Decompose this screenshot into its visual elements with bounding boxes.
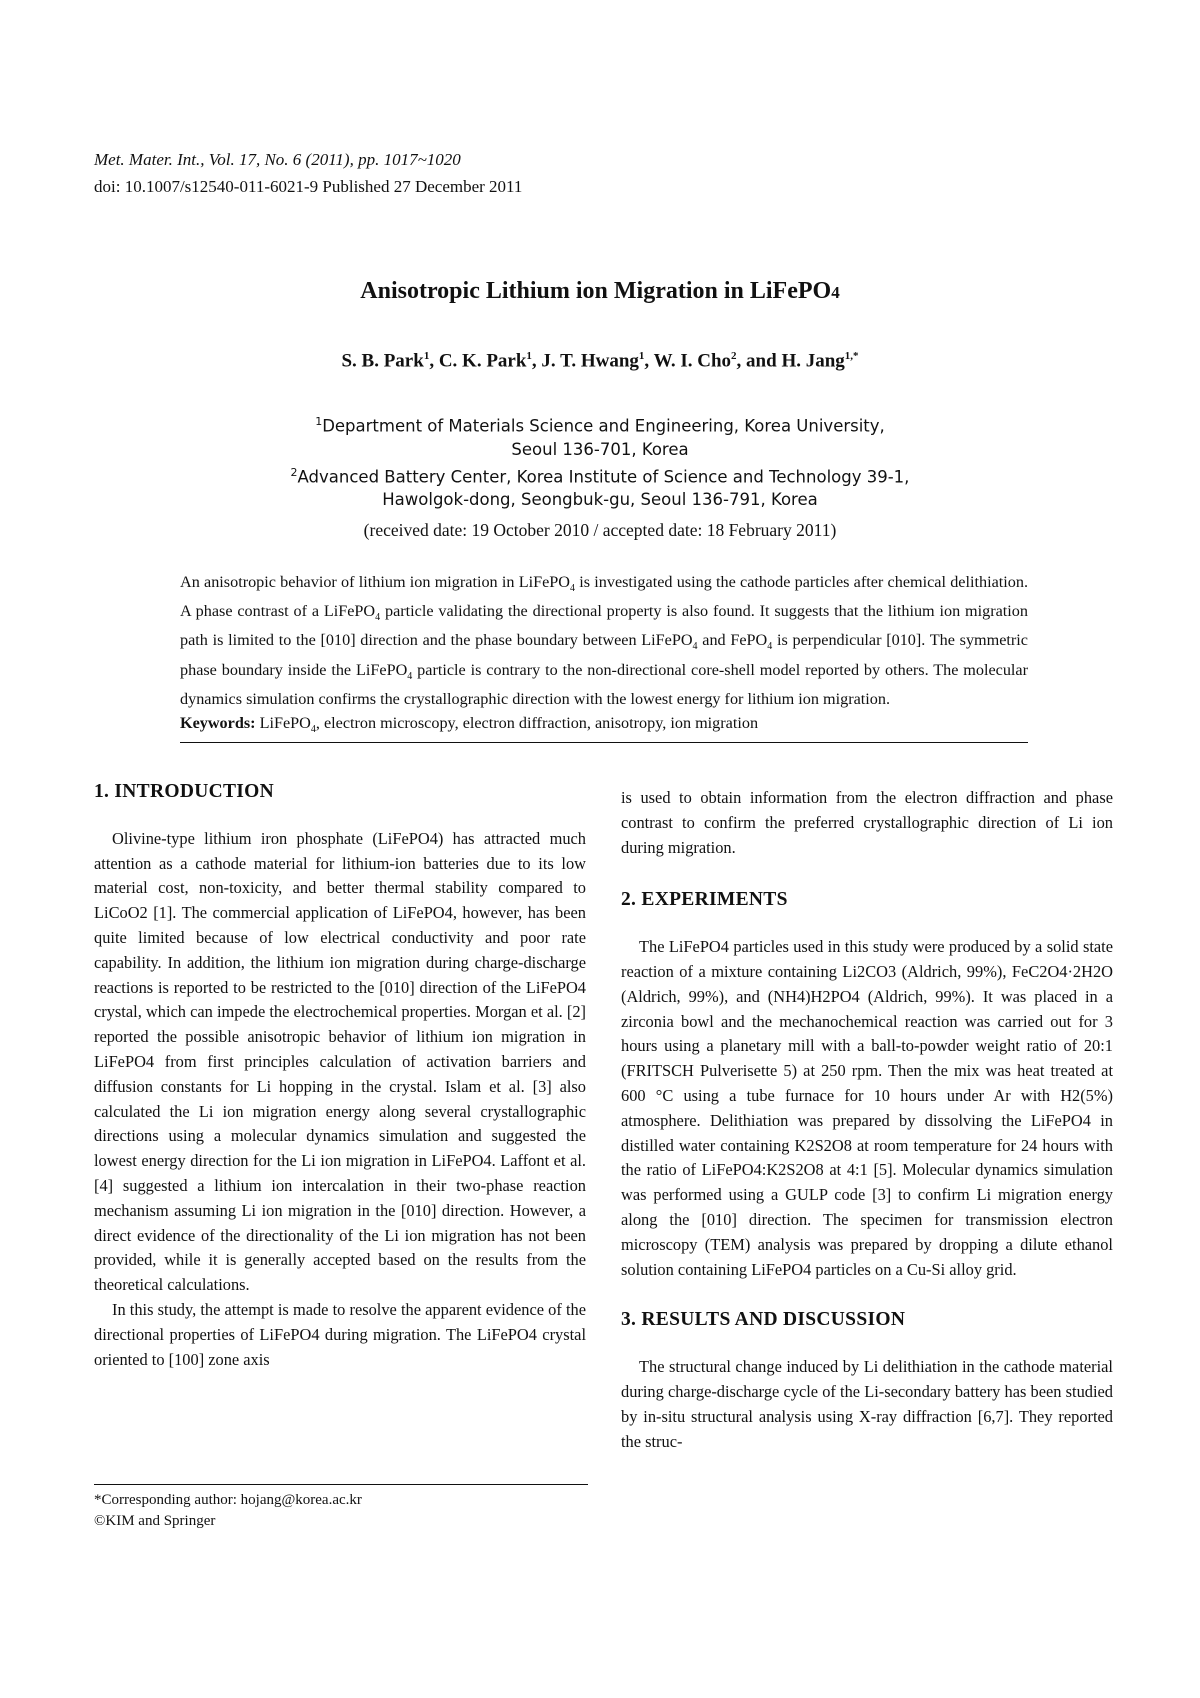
author-affiliation-sup: 1,* — [844, 350, 859, 362]
abstract-divider — [180, 742, 1028, 743]
journal-citation: Met. Mater. Int., Vol. 17, No. 6 (2011), pp. 1017~1020 — [94, 150, 461, 169]
right-column — [621, 786, 1113, 1454]
footnote-divider — [94, 1484, 588, 1485]
affil-1-line1: Department of Materials Science and Engineering, Korea University, — [322, 416, 885, 436]
author-name: W. I. Cho — [653, 350, 732, 372]
author-name: C. K. Park — [438, 350, 527, 372]
intro-paragraph-1: Olivine-type lithium iron phosphate (LiFePO4) has attracted much attention as a cathode material for lithium-ion batteries due to its low material cost, non-toxicity, and better thermal stability compared to LiCoO2 [1]. The commercial application of LiFePO4, however, has been quite limited because of low electrical conductivity and poor rate capability. In addition, the lithium ion migration during charge-discharge reactions is reported to be restricted to the [010] direction of the LiFePO4 crystal, which can impede the electrochemical properties. Morgan et al. [2] reported the possible anisotropic behavior of lithium ion migration in LiFePO4 from first principles calculation of activation barriers and diffusion constants for Li hopping in the crystal. Islam et al. [3] also calculated the Li ion migration energy along several crystallographic directions using a molecular dynamics simulation and suggested the lowest energy direction for the Li ion migration in LiFePO4. Laffont et al. [4] suggested a lithium ion intercalation in their two-phase reaction mechanism assuming Li ion migration in the [010] direction. However, a direct evidence of the directionality of the Li ion migration has not been provided, while it is generally accepted based on the results from the theoretical calculations. — [94, 828, 586, 1295]
author-affiliation-sup: 1 — [638, 350, 645, 362]
author-name: S. B. Park — [341, 350, 424, 372]
abstract: An anisotropic behavior of lithium ion migration in LiFePO$_4$ is investigated using the cathode particles after chemical delithiation. A phase contrast of a LiFePO$_4$ particle validating the directional property is also found. It suggests that the lithium ion migration path is limited to the [010] direction and the phase boundary between LiFePO$_4$ and FePO$_4$ is perpendicular [010]. The symmetric phase boundary inside the LiFePO$_4$ particle is contrary to the non-directional core-shell model reported by others. The molecular dynamics simulation confirms the crystallographic direction with the lowest energy for lithium ion migration. — [180, 573, 1029, 708]
copyright-notice: ©KIM and Springer — [94, 1513, 216, 1529]
affiliation-2 — [0, 461, 1200, 489]
author-separator: , — [644, 350, 654, 372]
doi-line: doi: 10.1007/s12540-011-6021-9 Published 27 December 2011 — [94, 177, 523, 196]
keywords-label: Keywords: — [180, 714, 256, 732]
author-list — [0, 350, 1200, 372]
intro-continuation: is used to obtain information from the electron diffraction and phase contrast to confirm the preferred crystallographic direction of Li ion during migration. — [621, 788, 1113, 857]
author-affiliation-sup: 1 — [423, 350, 430, 362]
intro-paragraph-2: In this study, the attempt is made to resolve the apparent evidence of the directional properties of LiFePO4 during migration. The LiFePO4 crystal oriented to [100] zone axis — [94, 1299, 586, 1369]
affiliation-1 — [0, 410, 1200, 438]
author-affiliation-sup: 2 — [731, 350, 737, 362]
experiments-paragraph: The LiFePO4 particles used in this study were produced by a solid state reaction of a mixture containing Li2CO3 (Aldrich, 99%), FeC2O4·2H2O (Aldrich, 99%), and (NH4)H2PO4 (Aldrich, 99%). It was placed in a zirconia bowl and the mechanochemical reaction was carried out for 3 hours using a planetary mill with a ball-to-powder weight ratio of 20:1 (FRITSCH Pulverisette 5) at 250 rpm. Then the mix was heat treated at 600 °C using a tube furnace for 10 hours under Ar with H2(5%) atmosphere. Delithiation was prepared by dissolving the LiFePO4 in distilled water containing K2S2O8 at room temperature for 24 hours with the ratio of LiFePO4:K2S2O8 at 4:1 [5]. Molecular dynamics simulation was performed using a GULP code [3] to confirm Li migration energy along the [010] direction. The specimen for transmission electron microscopy (TEM) analysis was prepared by dropping a dilute ethanol solution containing LiFePO4 particles on a Cu-Si alloy grid. — [621, 937, 1113, 1279]
affiliations — [0, 410, 1200, 511]
affil-1-sup: 1 — [315, 415, 323, 428]
author-separator: , — [531, 350, 542, 372]
paper-title — [0, 278, 1200, 305]
keywords: Keywords: LiFePO$_4$, electron microscopy, electron diffraction, anisotropy, ion migration — [180, 714, 759, 736]
section-heading-experiments: 2. EXPERIMENTS — [621, 889, 788, 911]
author-name: H. Jang — [781, 350, 845, 372]
corresponding-author: *Corresponding author: hojang@korea.ac.kr — [94, 1492, 362, 1508]
footnotes — [94, 1490, 362, 1532]
affil-2-line1: Advanced Battery Center, Korea Institute of Science and Technology 39-1, — [297, 467, 910, 486]
left-column — [94, 780, 586, 1372]
title-subscript: 4 — [831, 283, 840, 302]
affiliation-1-line2: Seoul 136-701, Korea — [511, 439, 689, 459]
results-paragraph: The structural change induced by Li delithiation in the cathode material during charge-discharge cycle of the Li-secondary battery has been studied by in-situ structural analysis using X-ray diffraction [6,7]. They reported the struc- — [621, 1357, 1113, 1451]
affil-2-sup: 2 — [290, 465, 298, 479]
author-separator: , and — [736, 350, 782, 372]
received-dates: (received date: 19 October 2010 / accepted date: 18 February 2011) — [363, 520, 837, 540]
author-affiliation-sup: 1 — [526, 350, 532, 362]
author-separator: , — [429, 350, 439, 372]
section-heading-results: 3. RESULTS AND DISCUSSION — [621, 1309, 906, 1331]
title-text: Anisotropic Lithium ion Migration in LiFePO — [360, 278, 832, 304]
affiliation-2-line2: Hawolgok-dong, Seongbuk-gu, Seoul 136-791, Korea — [382, 490, 818, 509]
author-name: J. T. Hwang — [541, 350, 639, 372]
section-heading-introduction: 1. INTRODUCTION — [94, 781, 275, 802]
